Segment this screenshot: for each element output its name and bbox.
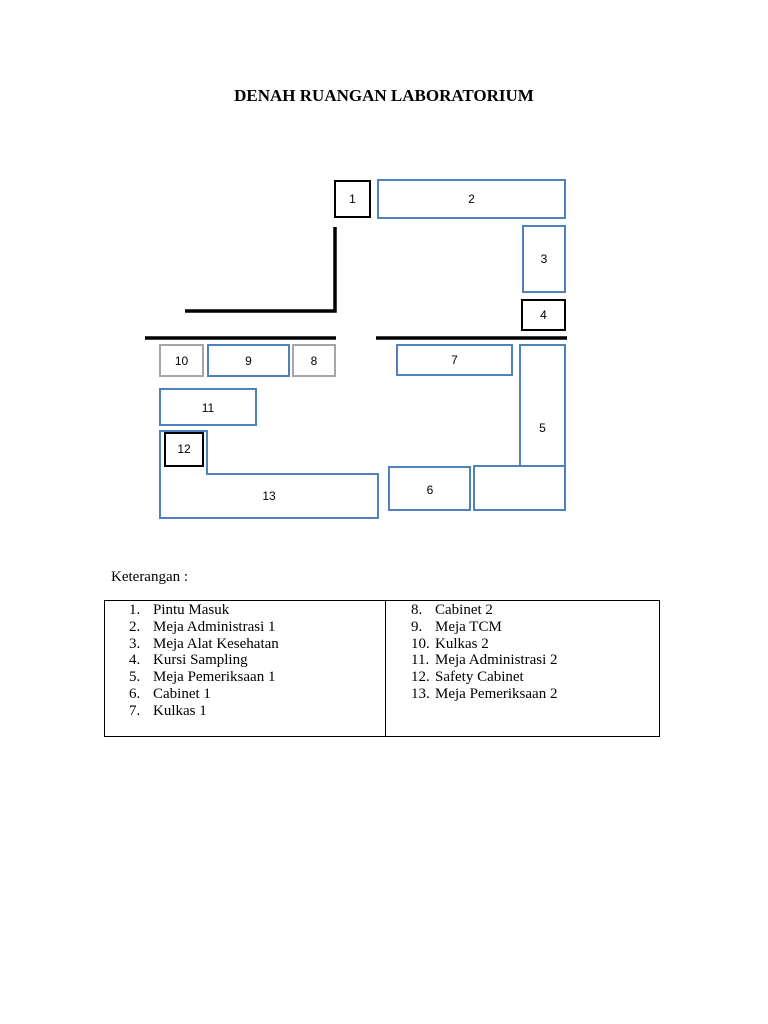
legend-number: 10. — [411, 635, 430, 652]
walls — [145, 227, 567, 338]
legend-number: 8. — [411, 602, 423, 618]
legend-item — [411, 669, 659, 686]
item-1-label: 1 — [349, 192, 356, 206]
legend-number: 12. — [411, 669, 430, 686]
item-3-label: 3 — [540, 252, 548, 266]
legend-item — [129, 703, 385, 720]
legend-number: 6. — [129, 685, 141, 702]
legend-heading: Keterangan : — [111, 569, 189, 585]
legend-item — [411, 652, 659, 669]
item-5-label: 5 — [539, 421, 546, 435]
legend-text: Meja Pemeriksaan 2 — [435, 685, 558, 702]
legend-text: Kulkas 1 — [153, 702, 207, 719]
legend-number: 11. — [411, 652, 430, 669]
legend-number: 4. — [129, 652, 141, 669]
item-8-label: 8 — [310, 354, 318, 368]
item-6-label: 6 — [426, 483, 434, 497]
legend-number: 13. — [411, 685, 430, 702]
legend-number: 7. — [129, 702, 141, 719]
legend-text: Meja Administrasi 2 — [435, 652, 558, 669]
legend-number: 3. — [129, 635, 141, 652]
legend-item — [411, 686, 659, 703]
legend-text: Meja Administrasi 1 — [153, 618, 276, 635]
item-12-label: 12 — [177, 442, 191, 456]
legend-column-right — [386, 601, 659, 736]
item-4-label: 4 — [540, 308, 547, 322]
item-13-label: 13 — [262, 489, 276, 503]
item-10-label: 10 — [174, 354, 189, 368]
item-5-meja-pemeriksaan-1-vertical — [520, 345, 565, 466]
legend-item — [411, 636, 659, 653]
legend-item — [129, 686, 385, 703]
legend-number: 5. — [129, 669, 141, 686]
item-7-label: 7 — [451, 353, 458, 367]
item-2-label: 2 — [468, 192, 475, 206]
legend-item — [411, 619, 659, 636]
item-9-label: 9 — [245, 354, 252, 368]
legend-text: Cabinet 1 — [153, 685, 211, 702]
legend-number: 1. — [129, 602, 141, 618]
legend-item — [129, 652, 385, 669]
legend-item — [129, 636, 385, 653]
legend-item — [129, 619, 385, 636]
item-5-meja-pemeriksaan-1-base — [474, 466, 565, 510]
legend-number: 9. — [411, 618, 423, 635]
legend-item — [129, 602, 385, 619]
legend-text: Kulkas 2 — [435, 635, 489, 652]
legend-number: 2. — [129, 618, 141, 635]
legend-text: Pintu Masuk — [153, 602, 230, 618]
legend-item — [129, 669, 385, 686]
legend-text: Cabinet 2 — [435, 602, 493, 618]
legend-item — [411, 602, 659, 619]
page-title: DENAH RUANGAN LABORATORIUM — [234, 86, 534, 105]
legend-table — [104, 600, 660, 737]
legend-text: Meja TCM — [435, 618, 502, 635]
legend-text: Kursi Sampling — [153, 652, 248, 669]
legend-text: Meja Pemeriksaan 1 — [153, 669, 276, 686]
inner-wall-corner — [185, 227, 335, 311]
legend-text: Safety Cabinet — [435, 669, 524, 686]
legend-text: Meja Alat Kesehatan — [153, 635, 279, 652]
legend-column-left — [105, 601, 386, 736]
item-11-label: 11 — [201, 401, 215, 415]
